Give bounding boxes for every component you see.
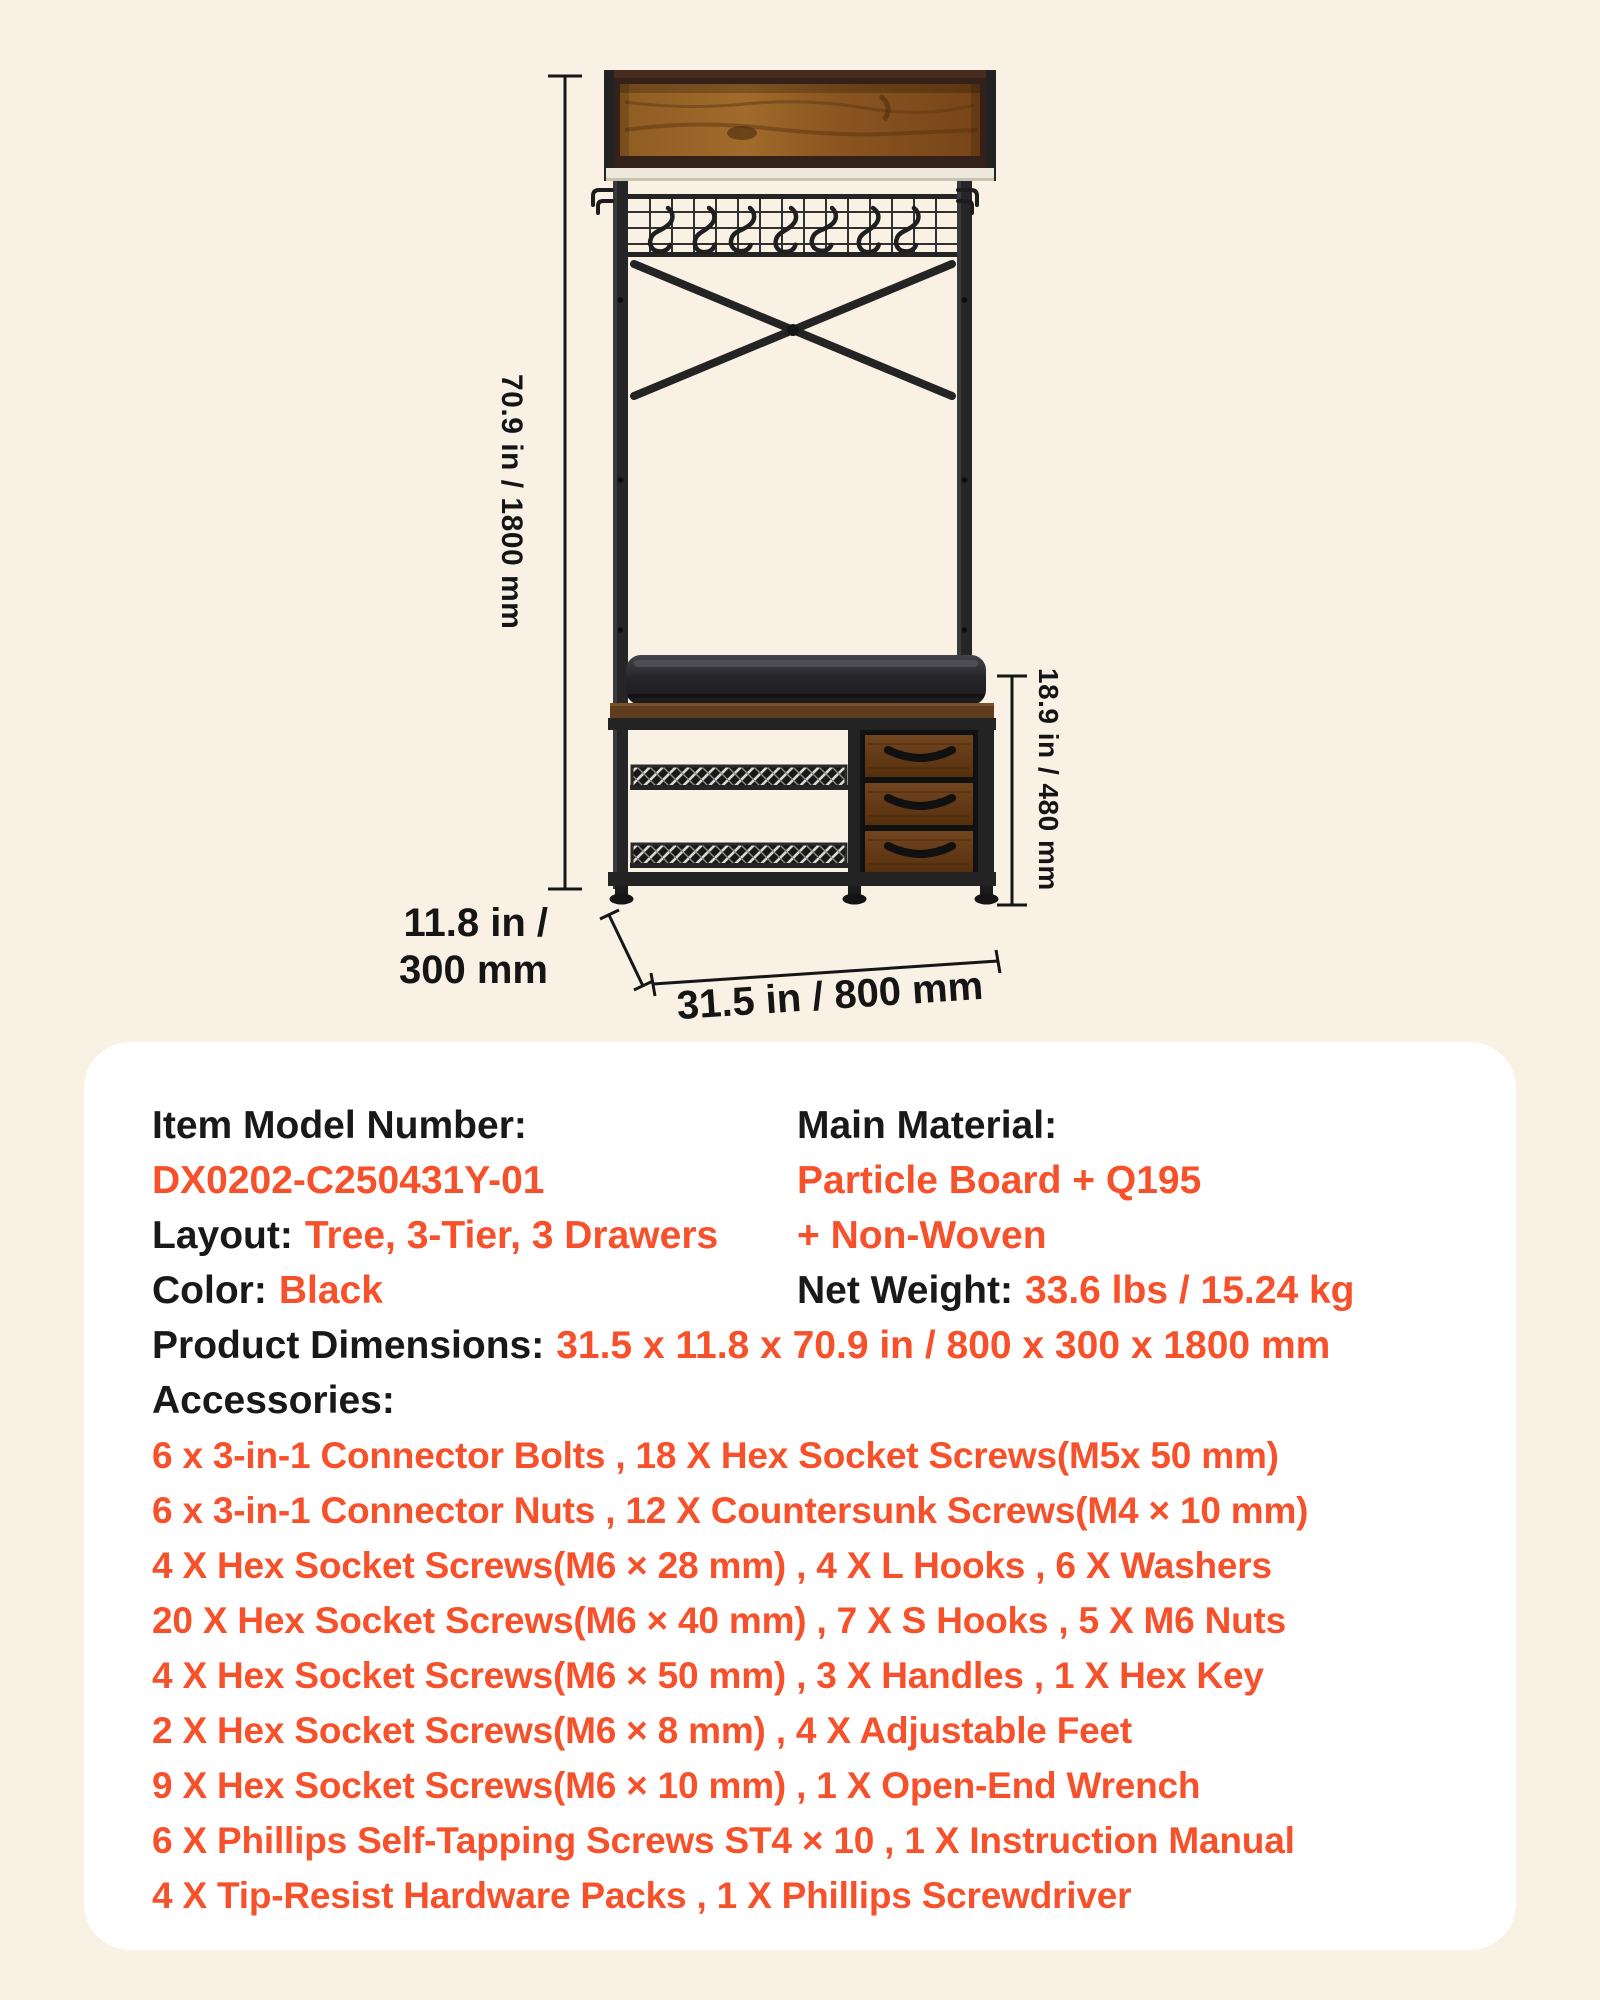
bench-height-dimension-line: [997, 676, 1027, 905]
mesh-shelf-top: [630, 766, 848, 790]
height-dimension-label: 70.9 in / 1800 mm: [495, 374, 528, 630]
bench-unit: [608, 655, 999, 905]
depth-dimension-label-line2: 300 mm: [399, 948, 548, 992]
accessory-line: [152, 1868, 1480, 1923]
accessory-line: [152, 1593, 1480, 1648]
model-number-value-row: [152, 1153, 797, 1208]
color-row: [152, 1263, 797, 1318]
layout-row: [152, 1208, 797, 1263]
drawer-3: [864, 830, 974, 874]
accessory-line-text: 6 X Phillips Self-Tapping Screws ST4 × 10 , 1 X Instruction Manual: [152, 1820, 1295, 1861]
accessory-line-text: 9 X Hex Socket Screws(M6 × 10 mm) , 1 X Open-End Wrench: [152, 1765, 1201, 1806]
mesh-shelf-bottom: [630, 844, 848, 868]
net-weight-label: Net Weight:: [797, 1269, 1013, 1312]
accessory-line: [152, 1428, 1480, 1483]
cross-brace: [634, 264, 952, 396]
model-number-label-row: [152, 1098, 797, 1153]
accessory-line: [152, 1483, 1480, 1538]
model-number-value: DX0202-C250431Y-01: [152, 1159, 545, 1202]
material-label: Main Material:: [797, 1104, 1058, 1147]
depth-dimension-label: [320, 900, 548, 994]
product-dimensions-row: [152, 1318, 1480, 1373]
material-label-row: [797, 1098, 1480, 1153]
accessory-line: [152, 1758, 1480, 1813]
material-value-line1: Particle Board + Q195: [797, 1159, 1202, 1202]
accessories-heading: [152, 1373, 1480, 1428]
bench-height-dimension-label: 18.9 in / 480 mm: [1033, 668, 1064, 891]
net-weight-value: 33.6 lbs / 15.24 kg: [1024, 1269, 1355, 1312]
adjustable-feet-icon: [610, 886, 999, 905]
depth-dimension-line: [600, 910, 653, 990]
color-label: Color:: [152, 1269, 267, 1312]
drawer-1: [864, 734, 974, 778]
height-dimension-line: [548, 76, 582, 889]
accessory-line-text: 4 X Hex Socket Screws(M6 × 50 mm) , 3 X Handles , 1 X Hex Key: [152, 1655, 1264, 1696]
material-value-line2: + Non-Woven: [797, 1214, 1047, 1257]
accessory-line-text: 6 x 3-in-1 Connector Nuts , 12 X Countersunk Screws(M4 × 10 mm): [152, 1490, 1309, 1531]
product-dimensions-label: Product Dimensions:: [152, 1324, 545, 1367]
layout-label: Layout:: [152, 1214, 293, 1257]
accessory-line: [152, 1648, 1480, 1703]
accessories-label: Accessories:: [152, 1379, 395, 1422]
spec-card: [84, 1042, 1516, 1950]
layout-value: Tree, 3-Tier, 3 Drawers: [304, 1214, 719, 1257]
accessory-line: [152, 1703, 1480, 1758]
hook-grid-panel: [628, 194, 957, 257]
accessory-line-text: 4 X Tip-Resist Hardware Packs , 1 X Phillips Screwdriver: [152, 1875, 1132, 1916]
accessory-line-text: 20 X Hex Socket Screws(M6 × 40 mm) , 7 X S Hooks , 5 X M6 Nuts: [152, 1600, 1287, 1641]
accessory-line-text: 2 X Hex Socket Screws(M6 × 8 mm) , 4 X Adjustable Feet: [152, 1710, 1133, 1751]
accessory-line: [152, 1538, 1480, 1593]
depth-dimension-label-line1: 11.8 in /: [403, 901, 548, 945]
top-storage-shelf: [604, 70, 996, 181]
product-dimensions-value: 31.5 x 11.8 x 70.9 in / 800 x 300 x 1800 mm: [556, 1324, 1331, 1367]
width-dimension-label: 31.5 in / 800 mm: [675, 963, 985, 1029]
model-number-label: Item Model Number:: [152, 1104, 527, 1147]
accessory-line: [152, 1813, 1480, 1868]
material-value-row-1: [797, 1153, 1480, 1208]
net-weight-row: [797, 1263, 1480, 1318]
material-value-row-2: [797, 1208, 1480, 1263]
drawer-2: [864, 782, 974, 826]
drawer-unit: [864, 734, 974, 874]
accessory-line-text: 4 X Hex Socket Screws(M6 × 28 mm) , 4 X L Hooks , 6 X Washers: [152, 1545, 1272, 1586]
accessory-line-text: 6 x 3-in-1 Connector Bolts , 18 X Hex Socket Screws(M5x 50 mm): [152, 1435, 1279, 1476]
color-value: Black: [278, 1269, 383, 1312]
